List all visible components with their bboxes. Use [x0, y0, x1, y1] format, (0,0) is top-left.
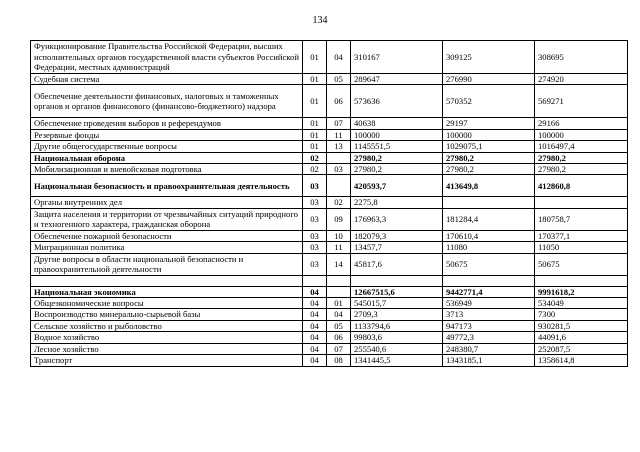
row-name: Защита населения и территории от чрезвычайных ситуаций природного и техногенного характера, гражданская оборона — [31, 208, 303, 230]
amount-year-1: 27980,2 — [351, 164, 443, 175]
amount-year-2: 170610,4 — [443, 230, 535, 241]
subsection-code: 07 — [327, 343, 351, 354]
subsection-code: 08 — [327, 355, 351, 366]
section-code: 04 — [303, 332, 327, 343]
subsection-code: 05 — [327, 74, 351, 85]
table-row — [31, 320, 628, 331]
row-name — [31, 275, 303, 286]
subsection-code: 07 — [327, 118, 351, 129]
row-name: Резервные фонды — [31, 129, 303, 140]
row-name: Общеэкономические вопросы — [31, 298, 303, 309]
amount-year-2 — [443, 275, 535, 286]
amount-year-1: 573636 — [351, 85, 443, 118]
amount-year-1: 2709,3 — [351, 309, 443, 320]
amount-year-2: 248380,7 — [443, 343, 535, 354]
row-name: Национальная оборона — [31, 152, 303, 163]
amount-year-3 — [535, 197, 628, 208]
subsection-code: 04 — [327, 41, 351, 74]
section-code: 01 — [303, 41, 327, 74]
row-name: Другие вопросы в области национальной безопасности и правоохранительной деятельности — [31, 253, 303, 275]
row-name: Судебная система — [31, 74, 303, 85]
amount-year-2: 413649,8 — [443, 175, 535, 197]
amount-year-1: 310167 — [351, 41, 443, 74]
amount-year-1: 2275,8 — [351, 197, 443, 208]
row-name: Лесное хозяйство — [31, 343, 303, 354]
amount-year-3: 170377,1 — [535, 230, 628, 241]
subsection-code: 05 — [327, 320, 351, 331]
amount-year-1: 27980,2 — [351, 152, 443, 163]
row-name: Обеспечение деятельности финансовых, налоговых и таможенных органов и органов финансового (финансово-бюджетного) надзора — [31, 85, 303, 118]
row-name: Другие общегосударственные вопросы — [31, 141, 303, 152]
amount-year-1: 1145551,5 — [351, 141, 443, 152]
section-code: 01 — [303, 74, 327, 85]
amount-year-3: 1358614,8 — [535, 355, 628, 366]
section-code: 01 — [303, 85, 327, 118]
amount-year-2: 50675 — [443, 253, 535, 275]
amount-year-1: 176963,3 — [351, 208, 443, 230]
table-row — [31, 332, 628, 343]
amount-year-3: 308695 — [535, 41, 628, 74]
amount-year-3: 27980,2 — [535, 164, 628, 175]
amount-year-3: 1016497,4 — [535, 141, 628, 152]
amount-year-3: 930281,5 — [535, 320, 628, 331]
amount-year-1: 45817,6 — [351, 253, 443, 275]
amount-year-2: 570352 — [443, 85, 535, 118]
amount-year-1: 12667515,6 — [351, 286, 443, 297]
amount-year-1: 420593,7 — [351, 175, 443, 197]
amount-year-2: 29197 — [443, 118, 535, 129]
amount-year-1: 255540,6 — [351, 343, 443, 354]
table-row — [31, 253, 628, 275]
row-name: Сельское хозяйство и рыболовство — [31, 320, 303, 331]
table-row — [31, 343, 628, 354]
amount-year-1 — [351, 275, 443, 286]
amount-year-2: 1029075,1 — [443, 141, 535, 152]
row-name: Органы внутренних дел — [31, 197, 303, 208]
row-name: Мобилизационная и вневойсковая подготовка — [31, 164, 303, 175]
section-code: 03 — [303, 197, 327, 208]
table-row — [31, 141, 628, 152]
section-code: 01 — [303, 141, 327, 152]
amount-year-3 — [535, 275, 628, 286]
amount-year-3: 9991618,2 — [535, 286, 628, 297]
subsection-code: 02 — [327, 197, 351, 208]
table-row — [31, 242, 628, 253]
subsection-code: 13 — [327, 141, 351, 152]
amount-year-1: 289647 — [351, 74, 443, 85]
amount-year-3: 534049 — [535, 298, 628, 309]
section-code: 03 — [303, 175, 327, 197]
amount-year-3: 569271 — [535, 85, 628, 118]
amount-year-3: 252087,5 — [535, 343, 628, 354]
amount-year-3: 44091,6 — [535, 332, 628, 343]
amount-year-2: 276990 — [443, 74, 535, 85]
amount-year-1: 182079,3 — [351, 230, 443, 241]
table-row — [31, 197, 628, 208]
table-row — [31, 41, 628, 74]
amount-year-2: 11080 — [443, 242, 535, 253]
table-row — [31, 164, 628, 175]
row-name: Национальная экономика — [31, 286, 303, 297]
section-code: 04 — [303, 320, 327, 331]
table-row — [31, 230, 628, 241]
amount-year-3: 7300 — [535, 309, 628, 320]
amount-year-3: 274920 — [535, 74, 628, 85]
amount-year-3: 180758,7 — [535, 208, 628, 230]
budget-table — [30, 40, 628, 367]
table-row-section-total — [31, 286, 628, 297]
section-code: 03 — [303, 230, 327, 241]
amount-year-2: 181284,4 — [443, 208, 535, 230]
subsection-code — [327, 275, 351, 286]
section-code: 04 — [303, 309, 327, 320]
amount-year-1: 1341445,5 — [351, 355, 443, 366]
amount-year-2: 309125 — [443, 41, 535, 74]
amount-year-3: 27980,2 — [535, 152, 628, 163]
row-name: Обеспечение пожарной безопасности — [31, 230, 303, 241]
subsection-code — [327, 152, 351, 163]
amount-year-3: 11050 — [535, 242, 628, 253]
section-code: 02 — [303, 164, 327, 175]
subsection-code: 06 — [327, 85, 351, 118]
subsection-code: 14 — [327, 253, 351, 275]
amount-year-1: 99803,6 — [351, 332, 443, 343]
section-code: 01 — [303, 118, 327, 129]
amount-year-1: 545015,7 — [351, 298, 443, 309]
amount-year-3: 29166 — [535, 118, 628, 129]
row-name: Воспроизводство минерально-сырьевой базы — [31, 309, 303, 320]
amount-year-2: 27980,2 — [443, 152, 535, 163]
amount-year-2: 100000 — [443, 129, 535, 140]
table-row-section-total — [31, 152, 628, 163]
amount-year-2: 947173 — [443, 320, 535, 331]
subsection-code — [327, 286, 351, 297]
subsection-code — [327, 175, 351, 197]
amount-year-2: 536949 — [443, 298, 535, 309]
table-row — [31, 208, 628, 230]
amount-year-2: 9442771,4 — [443, 286, 535, 297]
table-row-empty — [31, 275, 628, 286]
subsection-code: 10 — [327, 230, 351, 241]
amount-year-3: 50675 — [535, 253, 628, 275]
section-code: 03 — [303, 208, 327, 230]
subsection-code: 06 — [327, 332, 351, 343]
subsection-code: 04 — [327, 309, 351, 320]
amount-year-1: 1133794,6 — [351, 320, 443, 331]
amount-year-3: 100000 — [535, 129, 628, 140]
row-name: Миграционная политика — [31, 242, 303, 253]
table-row — [31, 85, 628, 118]
section-code: 04 — [303, 286, 327, 297]
section-code: 01 — [303, 129, 327, 140]
section-code: 02 — [303, 152, 327, 163]
subsection-code: 11 — [327, 129, 351, 140]
subsection-code: 03 — [327, 164, 351, 175]
row-name: Функционирование Правительства Российской Федерации, высших исполнительных органов государственной власти субъектов Российской Федерации, местных администраций — [31, 41, 303, 74]
row-name: Транспорт — [31, 355, 303, 366]
page-number: 134 — [312, 15, 328, 26]
table-row — [31, 129, 628, 140]
amount-year-3: 412860,8 — [535, 175, 628, 197]
table-row — [31, 74, 628, 85]
table-row — [31, 298, 628, 309]
section-code: 04 — [303, 343, 327, 354]
table-row — [31, 355, 628, 366]
section-code: 04 — [303, 298, 327, 309]
row-name: Водное хозяйство — [31, 332, 303, 343]
amount-year-2: 49772,3 — [443, 332, 535, 343]
subsection-code: 09 — [327, 208, 351, 230]
subsection-code: 01 — [327, 298, 351, 309]
amount-year-2: 1343185,1 — [443, 355, 535, 366]
section-code — [303, 275, 327, 286]
amount-year-2: 27980,2 — [443, 164, 535, 175]
subsection-code: 11 — [327, 242, 351, 253]
table-row-section-total — [31, 175, 628, 197]
amount-year-2: 3713 — [443, 309, 535, 320]
table-row — [31, 309, 628, 320]
amount-year-1: 40638 — [351, 118, 443, 129]
section-code: 03 — [303, 253, 327, 275]
row-name: Национальная безопасность и правоохранительная деятельность — [31, 175, 303, 197]
amount-year-1: 100000 — [351, 129, 443, 140]
amount-year-1: 13457,7 — [351, 242, 443, 253]
row-name: Обеспечение проведения выборов и референдумов — [31, 118, 303, 129]
section-code: 03 — [303, 242, 327, 253]
amount-year-2 — [443, 197, 535, 208]
section-code: 04 — [303, 355, 327, 366]
table-row — [31, 118, 628, 129]
